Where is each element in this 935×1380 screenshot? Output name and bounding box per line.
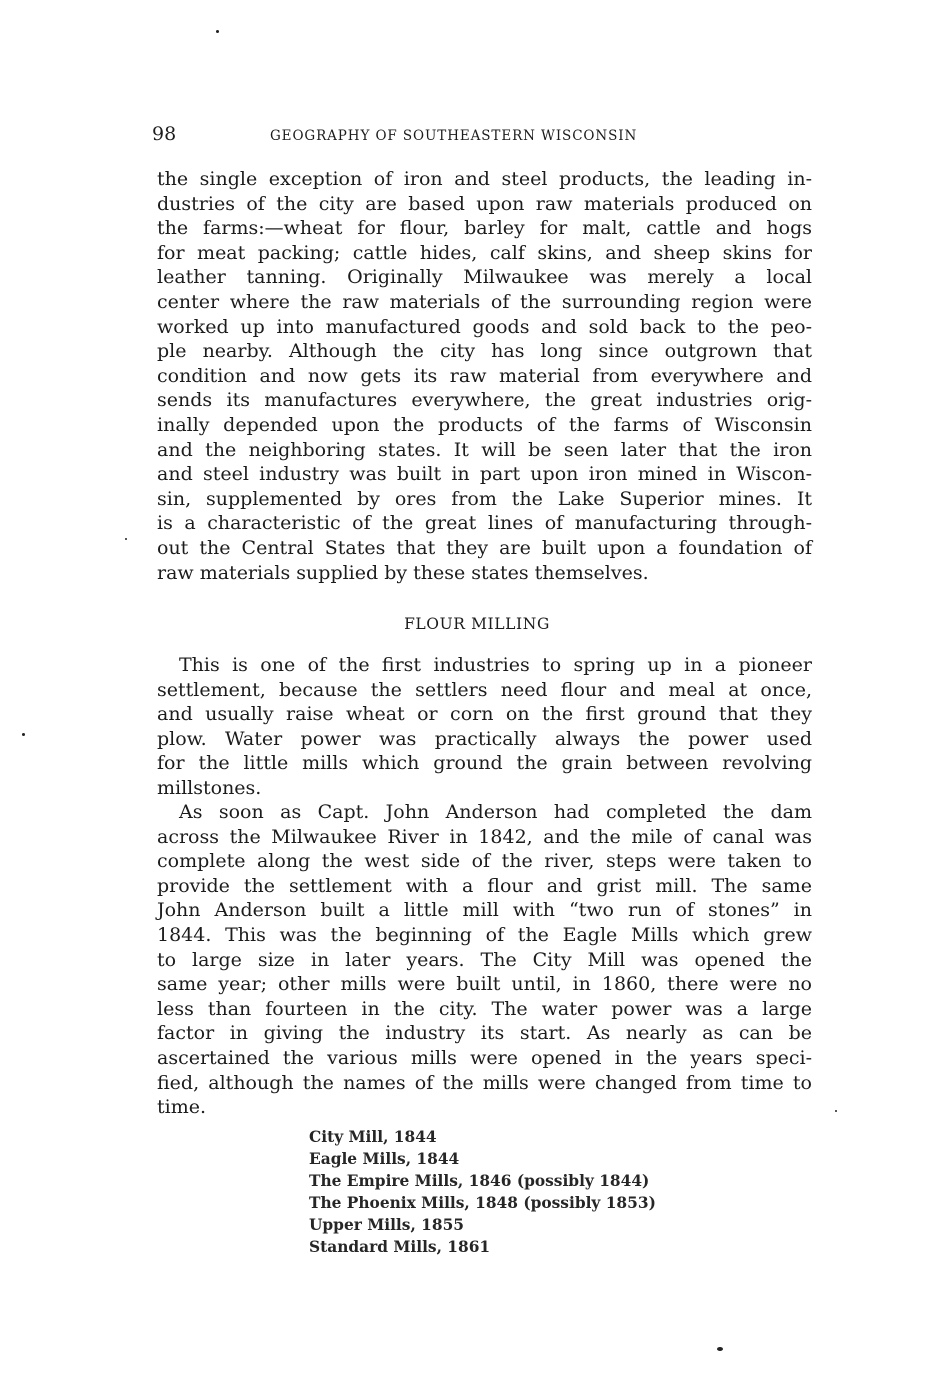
text-line: for meat packing; cattle hides, calf skins, and sheep skins for bbox=[157, 241, 812, 264]
text-line: complete along the west side of the river, steps were taken to bbox=[157, 850, 812, 873]
text-line: provide the settlement with a flour and grist mill. The same bbox=[157, 874, 812, 897]
text-line: John Anderson built a little mill with “two run of stones” in bbox=[157, 899, 812, 922]
mill-list-item: Standard Mills, 1861 bbox=[309, 1238, 491, 1257]
text-line: the single exception of iron and steel products, the leading in- bbox=[157, 168, 812, 190]
ink-speck bbox=[22, 733, 25, 736]
text-line: and the neighboring states. It will be seen later that the iron bbox=[157, 438, 812, 461]
ink-speck bbox=[835, 1110, 837, 1112]
text-line: As soon as Capt. John Anderson had completed the dam bbox=[179, 801, 812, 823]
text-line: for the little mills which ground the grain between revolving bbox=[157, 752, 812, 775]
text-line: the farms:—wheat for flour, barley for malt, cattle and hogs bbox=[157, 217, 812, 240]
text-line: center where the raw materials of the surrounding region were bbox=[157, 290, 812, 313]
mill-list-item: City Mill, 1844 bbox=[309, 1128, 437, 1146]
mill-list-item: The Empire Mills, 1846 (possibly 1844) bbox=[309, 1172, 650, 1191]
text-line: and steel industry was built in part upon iron mined in Wiscon- bbox=[157, 463, 812, 486]
text-line: leather tanning. Originally Milwaukee was merely a local bbox=[157, 266, 812, 289]
text-line: inally depended upon the products of the farms of Wisconsin bbox=[157, 413, 812, 436]
paragraph-pioneer-industry bbox=[157, 653, 812, 801]
text-line: worked up into manufactured goods and sold back to the peo- bbox=[157, 315, 812, 338]
text-line: dustries of the city are based upon raw materials produced on bbox=[157, 192, 812, 215]
text-line: settlement, because the settlers need flour and meal at once, bbox=[157, 678, 812, 701]
text-line: fied, although the names of the mills were changed from time to bbox=[157, 1071, 812, 1094]
text-line: condition and now gets its raw material from everywhere and bbox=[157, 364, 812, 387]
text-line: out the Central States that they are built upon a foundation of bbox=[157, 536, 812, 559]
text-line: plow. Water power was practically always the power used bbox=[157, 727, 812, 750]
text-line: sin, supplemented by ores from the Lake Superior mines. It bbox=[157, 487, 812, 510]
ink-speck bbox=[717, 1347, 723, 1351]
paragraph-anderson-mills bbox=[157, 800, 812, 1120]
ink-speck bbox=[216, 30, 219, 33]
mill-list-item: The Phoenix Mills, 1848 (possibly 1853) bbox=[309, 1194, 656, 1213]
mill-list-item: Eagle Mills, 1844 bbox=[309, 1150, 460, 1169]
text-line: and usually raise wheat or corn on the first ground that they bbox=[157, 703, 812, 726]
text-line: same year; other mills were built until, in 1860, there were no bbox=[157, 973, 812, 996]
text-line: to large size in later years. The City Mill was opened the bbox=[157, 948, 812, 971]
running-head-title: GEOGRAPHY OF SOUTHEASTERN WISCONSIN bbox=[270, 128, 638, 144]
text-line: millstones. bbox=[157, 776, 262, 799]
text-line: ascertained the various mills were opened in the years speci- bbox=[157, 1046, 812, 1069]
text-line: across the Milwaukee River in 1842, and the mile of canal was bbox=[157, 825, 812, 848]
page-number: 98 bbox=[152, 123, 177, 145]
text-line: time. bbox=[157, 1096, 207, 1119]
mill-list bbox=[309, 1126, 656, 1259]
text-line: sends its manufactures everywhere, the great industries orig- bbox=[157, 389, 812, 412]
section-heading-flour-milling: FLOUR MILLING bbox=[404, 615, 550, 633]
mill-list-item: Upper Mills, 1855 bbox=[309, 1216, 464, 1235]
text-line: less than fourteen in the city. The water power was a large bbox=[157, 997, 812, 1020]
text-line: 1844. This was the beginning of the Eagle Mills which grew bbox=[157, 923, 812, 946]
text-line: This is one of the first industries to spring up in a pioneer bbox=[179, 654, 812, 676]
paragraph-raw-materials bbox=[157, 167, 812, 585]
text-line: is a characteristic of the great lines of manufacturing through- bbox=[157, 512, 812, 535]
text-line: raw materials supplied by these states themselves. bbox=[157, 561, 649, 584]
running-head bbox=[152, 120, 692, 150]
text-line: factor in giving the industry its start. As nearly as can be bbox=[157, 1022, 812, 1045]
ink-speck bbox=[125, 538, 127, 540]
text-line: ple nearby. Although the city has long since outgrown that bbox=[157, 340, 812, 363]
